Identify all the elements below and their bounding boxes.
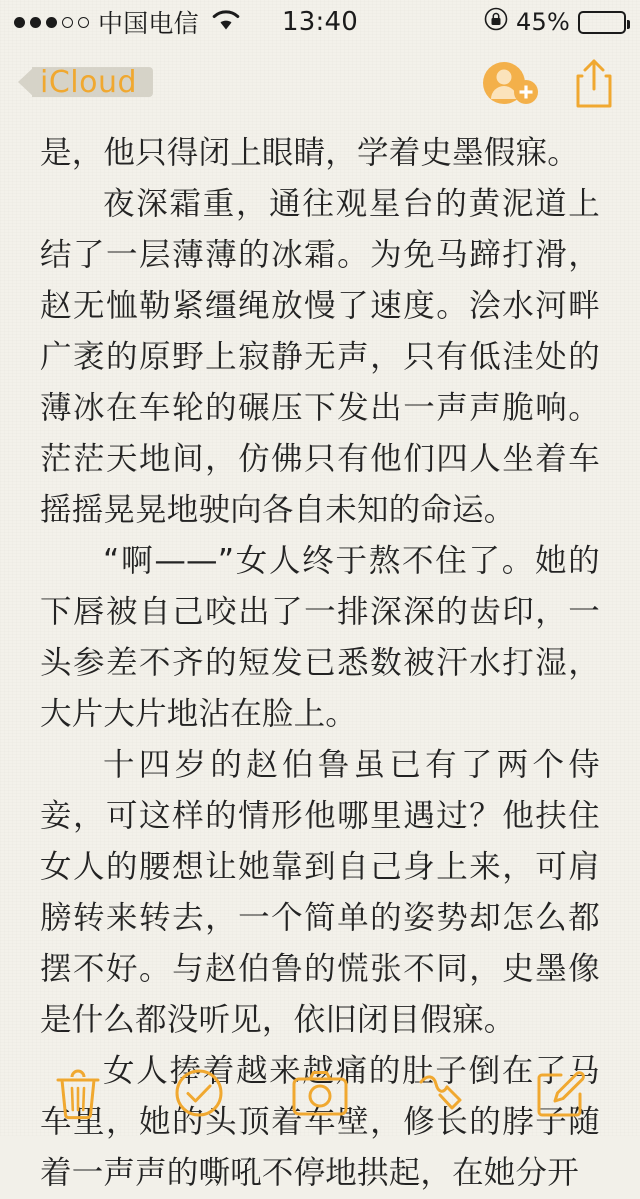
signal-dot-3 xyxy=(46,17,57,28)
battery-percent-label: 45% xyxy=(516,8,570,36)
camera-icon[interactable] xyxy=(282,1062,358,1124)
checklist-icon[interactable] xyxy=(161,1062,237,1124)
back-button-pill xyxy=(32,64,153,100)
bottom-toolbar xyxy=(0,1050,640,1136)
nav-actions xyxy=(482,44,640,122)
note-paragraph: 女人捧着越来越痛的肚子倒在了马车里，她的头顶着车壁，修长的脖子随着一声声的嘶吼不停地拱起，在她分开 xyxy=(40,1053,600,1191)
signal-strength-dots xyxy=(14,17,89,28)
status-bar-left xyxy=(14,4,241,40)
note-paragraph: “啊——”女人终于熬不住了。她的下唇被自己咬出了一排深深的齿印，一头参差不齐的短发已悉数被汗水打湿，大片大片地沾在脸上。 xyxy=(40,543,600,732)
status-bar-right xyxy=(484,7,626,37)
back-button[interactable] xyxy=(14,56,153,108)
note-paragraph: 十四岁的赵伯鲁虽已有了两个侍妾，可这样的情形他哪里遇过？他扶住女人的腰想让她靠到自己身上来，可肩膀转来转去，一个简单的姿势却怎么都摆不好。与赵伯鲁的慌张不同，史墨像是什么都没听见，依旧闭目假寐。 xyxy=(40,747,600,1038)
note-paragraph: 是，他只得闭上眼睛，学着史墨假寐。 xyxy=(40,135,579,171)
carrier-name: 中国电信 xyxy=(98,9,199,38)
compose-icon[interactable] xyxy=(524,1062,600,1124)
note-body[interactable] xyxy=(0,122,640,1191)
signal-dot-2 xyxy=(30,17,41,28)
add-collaborator-icon[interactable] xyxy=(482,58,540,108)
note-paragraph: 夜深霜重，通往观星台的黄泥道上结了一层薄薄的冰霜。为免马蹄打滑，赵无恤勒紧缰绳放慢了速度。浍水河畔广袤的原野上寂静无声，只有低洼处的薄冰在车轮的碾压下发出一声声脆响。茫茫天地间，仿佛只有他们四人坐着车摇摇晃晃地驶向各自未知的命运。 xyxy=(40,186,600,528)
clock: 13:40 xyxy=(282,7,358,37)
signal-dot-1 xyxy=(14,17,25,28)
sketch-icon[interactable] xyxy=(403,1062,479,1124)
signal-dot-4 xyxy=(62,17,73,28)
signal-dot-5 xyxy=(78,17,89,28)
battery-icon xyxy=(578,11,626,34)
trash-icon[interactable] xyxy=(40,1062,116,1124)
status-bar xyxy=(0,0,640,44)
rotation-lock-icon xyxy=(484,7,508,37)
back-button-label: iCloud xyxy=(40,64,138,100)
navigation-bar xyxy=(0,44,640,122)
share-icon[interactable] xyxy=(574,57,614,109)
wifi-icon xyxy=(211,8,241,37)
